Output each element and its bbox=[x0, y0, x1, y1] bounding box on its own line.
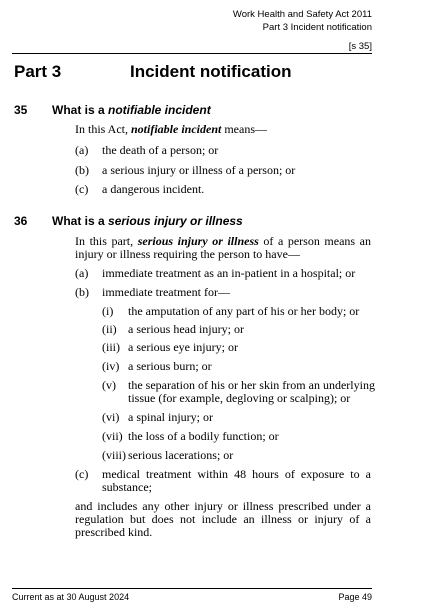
part-label: Part 3 bbox=[14, 62, 62, 81]
subitem-text: serious lacerations; or bbox=[128, 448, 234, 462]
footer-rule bbox=[12, 588, 372, 589]
item-text: immediate treatment as an in-patient in a hospital; or bbox=[102, 266, 356, 280]
subitem-label: (v) bbox=[102, 378, 116, 392]
subitem-text: a serious head injury; or bbox=[128, 322, 244, 336]
footer-page-number: Page 49 bbox=[338, 592, 372, 602]
item-text-continued: substance; bbox=[102, 480, 152, 494]
subitem-label: (vi) bbox=[102, 410, 120, 424]
section-35-heading-prefix: What is a bbox=[52, 103, 109, 117]
item-label: (b) bbox=[75, 163, 89, 177]
section-36-heading bbox=[52, 214, 243, 228]
subitem-text: a spinal injury; or bbox=[128, 410, 213, 424]
section-35-heading bbox=[52, 103, 211, 117]
item-text: the death of a person; or bbox=[102, 143, 219, 157]
intro-after: of a person means an bbox=[258, 234, 371, 248]
section-36-intro-line-2: injury or illness requiring the person to have— bbox=[75, 247, 300, 261]
section-reference: [s 35] bbox=[348, 41, 372, 52]
subitem-text-continued: tissue (for example, degloving or scalping); or bbox=[128, 391, 351, 405]
section-36-number: 36 bbox=[14, 214, 28, 228]
item-text: medical treatment within 48 hours of exposure to a bbox=[102, 467, 371, 481]
defined-term: serious injury or illness bbox=[137, 234, 259, 248]
subitem-label: (iv) bbox=[102, 359, 120, 373]
section-36-intro-line-1 bbox=[75, 234, 371, 248]
subitem-label: (iii) bbox=[102, 340, 120, 354]
subitem-text: the loss of a bodily function; or bbox=[128, 429, 279, 443]
header-rule bbox=[12, 53, 372, 54]
subitem-label: (vii) bbox=[102, 429, 123, 443]
intro-before: In this Act, bbox=[75, 122, 131, 136]
item-text: a dangerous incident. bbox=[102, 182, 205, 196]
item-label: (b) bbox=[75, 285, 89, 299]
subitem-label: (ii) bbox=[102, 322, 117, 336]
footer-current-as-at: Current as at 30 August 2024 bbox=[12, 592, 130, 602]
section-35-intro bbox=[75, 122, 267, 136]
closing-line-1: and includes any other injury or illness prescribed under a bbox=[75, 499, 371, 513]
item-label: (a) bbox=[75, 143, 89, 157]
subitem-text: a serious burn; or bbox=[128, 359, 212, 373]
closing-line-2: regulation but does not include an illness or injury of a bbox=[75, 512, 371, 526]
part-reference: Part 3 Incident notification bbox=[262, 22, 372, 33]
section-36-heading-term: serious injury or illness bbox=[108, 214, 243, 228]
subitem-text: the separation of his or her skin from an underlying bbox=[128, 378, 375, 392]
item-label: (c) bbox=[75, 467, 89, 481]
defined-term: notifiable incident bbox=[131, 122, 222, 136]
intro-after: means— bbox=[221, 122, 267, 136]
item-label: (c) bbox=[75, 182, 89, 196]
closing-line-3: prescribed kind. bbox=[75, 525, 153, 539]
subitem-text: the amputation of any part of his or her body; or bbox=[128, 304, 360, 318]
subitem-label: (viii) bbox=[102, 448, 126, 462]
item-label: (a) bbox=[75, 266, 89, 280]
subitem-label: (i) bbox=[102, 304, 114, 318]
intro-before: In this part, bbox=[75, 234, 138, 248]
section-35-heading-term: notifiable incident bbox=[108, 103, 211, 117]
subitem-text: a serious eye injury; or bbox=[128, 340, 238, 354]
section-36-heading-prefix: What is a bbox=[52, 214, 109, 228]
item-text: a serious injury or illness of a person; or bbox=[102, 163, 296, 177]
act-title: Work Health and Safety Act 2011 bbox=[232, 9, 372, 20]
item-text: immediate treatment for— bbox=[102, 285, 230, 299]
part-title: Incident notification bbox=[130, 62, 292, 81]
section-35-number: 35 bbox=[14, 103, 28, 117]
